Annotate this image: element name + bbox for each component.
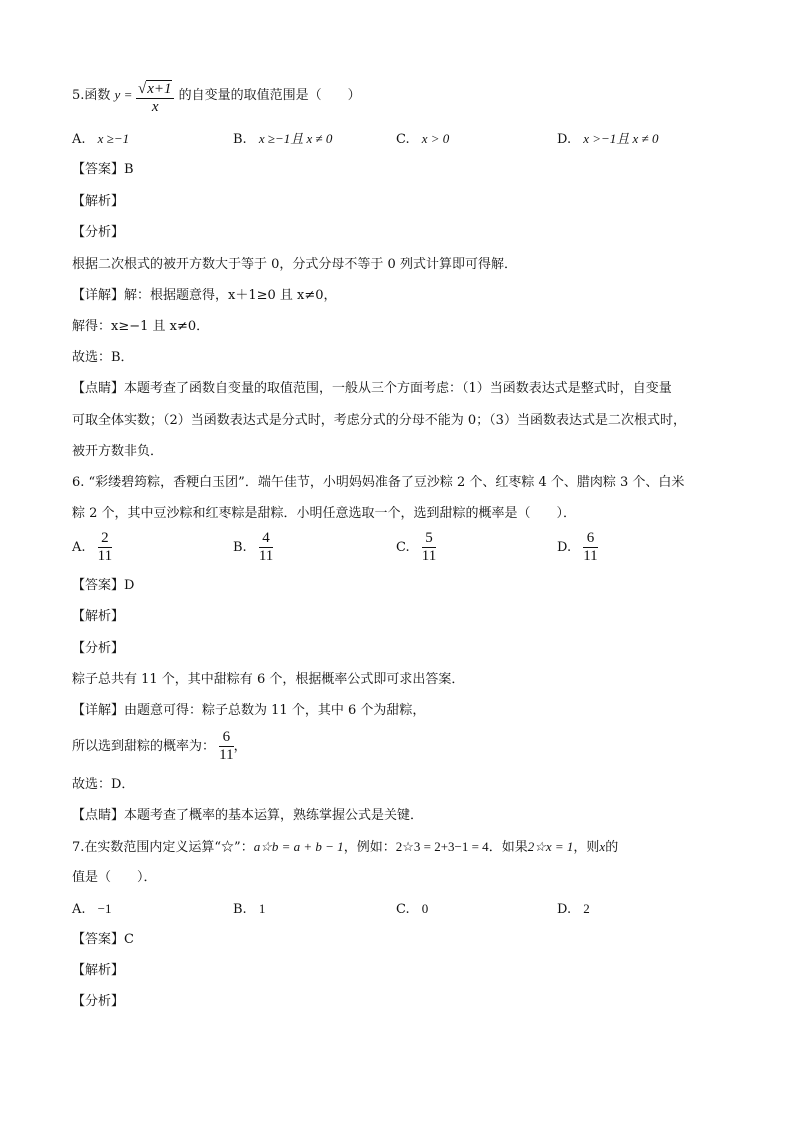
- q7-definition: a☆b = a + b − 1: [253, 839, 344, 854]
- q6-option-b[interactable]: [233, 530, 273, 565]
- dianjing-tag: 【点睛】: [72, 381, 125, 396]
- xiangjie-tag: 【详解】: [72, 288, 125, 303]
- fraction-denominator: 11: [258, 548, 274, 564]
- q7-stem-g: ，则: [573, 840, 600, 855]
- q5-dianjing-1: [72, 380, 672, 398]
- option-text: x ≥−1且 x ≠ 0: [258, 131, 333, 146]
- option-text: 0: [421, 901, 429, 916]
- q6-suoyi: [72, 727, 247, 767]
- option-label: D.: [557, 540, 572, 555]
- fraction-numerator: 2: [101, 530, 109, 546]
- fraction-numerator: 6: [586, 530, 595, 546]
- option-fraction: [422, 530, 436, 565]
- q5-xiangjie: [72, 287, 337, 305]
- q6-option-c[interactable]: [396, 530, 436, 565]
- q5-var-y: y: [114, 87, 121, 102]
- fraction-denominator: 11: [421, 548, 437, 564]
- q5-option-c[interactable]: [396, 130, 449, 149]
- q5-option-b[interactable]: [233, 130, 332, 149]
- fraction-denominator: 11: [219, 747, 234, 763]
- q7-option-a[interactable]: [72, 900, 112, 919]
- xiangjie-text: 由题意可得：粽子总数为 11 个，其中 6 个为甜粽，: [124, 703, 426, 718]
- option-text: x > 0: [421, 131, 450, 146]
- q5-prefix: 5.函数: [72, 88, 111, 103]
- option-label: C.: [396, 132, 410, 147]
- answer-tag: 【答案】: [72, 162, 125, 177]
- q5-guxuan: 故选：B．: [72, 350, 134, 365]
- fraction-numerator: 5: [425, 530, 433, 546]
- q5-option-d[interactable]: [557, 130, 658, 149]
- q5-fenxi: 根据二次根式的被开方数大于等于 0，分式分母不等于 0 列式计算即可得解．: [72, 257, 517, 272]
- q5-answer: [72, 161, 134, 179]
- answer-value: C: [124, 932, 134, 947]
- q5-fraction: $\frac{√x+1}{x}$: [136, 80, 175, 116]
- suoyi-text: 所以选到甜粽的概率为：: [72, 739, 216, 754]
- option-text: 2: [583, 901, 590, 916]
- option-text: x ≥−1: [97, 131, 130, 146]
- q7-stem-a: 7.在实数范围内定义运算“☆”：: [72, 840, 254, 855]
- q5-jiexi: 【解析】: [72, 194, 125, 209]
- option-fraction: [98, 530, 112, 565]
- option-text: −1: [97, 901, 112, 916]
- option-fraction: [259, 530, 273, 565]
- option-label: B.: [233, 902, 247, 917]
- option-label: A.: [72, 540, 86, 555]
- q6-option-a[interactable]: [72, 530, 112, 565]
- q5-denominator: x: [151, 99, 159, 115]
- q6-jiexi: 【解析】: [72, 609, 125, 624]
- dianjing-tag: 【点睛】: [72, 808, 125, 823]
- option-text: 1: [258, 901, 266, 916]
- fraction-numerator: 6: [222, 729, 231, 745]
- q7-condition: 2☆x = 1: [527, 839, 574, 854]
- answer-value: D: [124, 578, 135, 593]
- q6-xiangjie: [72, 702, 425, 720]
- q5-stem-text: 的自变量的取值范围是（ ）: [178, 88, 361, 103]
- option-fraction: [583, 530, 597, 565]
- q6-answer: [72, 577, 134, 595]
- q6-option-d[interactable]: [557, 530, 598, 565]
- q7-stem-i: 的: [605, 840, 619, 855]
- option-label: D.: [557, 132, 572, 147]
- dianjing-text: 本题考查了概率的基本运算，熟练掌握公式是关键．: [124, 808, 424, 823]
- option-label: C.: [396, 540, 410, 555]
- q5-dianjing-2: 可取全体实数；（2）当函数表达式是分式时，考虑分式的分母不能为 0；（3）当函数表达式是二次根式时，: [72, 413, 686, 428]
- option-label: B.: [233, 132, 247, 147]
- xiangjie-tag: 【详解】: [72, 703, 125, 718]
- option-text: x >−1且 x ≠ 0: [583, 131, 659, 146]
- q6-stem-1: 6. “彩缕碧筠粽，香粳白玉团”．端午佳节，小明妈妈准备了豆沙粽 2 个、红枣粽 4 个、腊肉粽 3 个、白米: [72, 475, 685, 490]
- q7-fenxi-tag: 【分析】: [72, 994, 125, 1009]
- q7-var-x: x: [599, 839, 606, 854]
- q6-fenxi: 粽子总共有 11 个，其中甜粽有 6 个，根据概率公式即可求出答案．: [72, 672, 465, 687]
- q5-dianjing-3: 被开方数非负．: [72, 444, 164, 459]
- fraction-numerator: 4: [262, 530, 270, 546]
- suoyi-fraction: [219, 729, 233, 764]
- q5-stem: [72, 80, 361, 116]
- q5-eq: =: [124, 87, 132, 102]
- q5-option-a[interactable]: [72, 130, 129, 149]
- q6-fenxi-tag: 【分析】: [72, 641, 125, 656]
- q7-jiexi: 【解析】: [72, 963, 125, 978]
- answer-value: B: [124, 162, 134, 177]
- q7-stem-e: ．如果: [488, 840, 528, 855]
- q7-option-b[interactable]: [233, 900, 265, 919]
- suoyi-end: ，: [233, 739, 247, 754]
- xiangjie-text: 解：根据题意得，x＋1≥0 且 x≠0，: [124, 288, 337, 303]
- q7-answer: [72, 931, 134, 949]
- q6-dianjing: [72, 807, 423, 825]
- q7-example: 2☆3 = 2+3−1 = 4: [395, 839, 489, 854]
- option-label: A.: [72, 132, 86, 147]
- option-label: C.: [396, 902, 410, 917]
- q5-radicand: x+1: [147, 81, 172, 97]
- q7-option-d[interactable]: [557, 900, 590, 919]
- q7-option-c[interactable]: [396, 900, 428, 919]
- option-label: B.: [233, 540, 247, 555]
- q5-fenxi-tag: 【分析】: [72, 225, 125, 240]
- q7-stem-1: [72, 838, 618, 857]
- fraction-denominator: 11: [97, 548, 113, 564]
- q7-stem-2: 值是（ ）．: [72, 870, 157, 885]
- q5-jiede: 解得：x≥−1 且 x≠0．: [72, 319, 210, 334]
- q6-stem-2: 粽 2 个，其中豆沙粽和红枣粽是甜粽．小明任意选取一个，选到甜粽的概率是（ ）．: [72, 506, 577, 521]
- answer-tag: 【答案】: [72, 578, 125, 593]
- fraction-denominator: 11: [583, 548, 598, 564]
- option-label: D.: [557, 902, 572, 917]
- option-label: A.: [72, 902, 86, 917]
- answer-tag: 【答案】: [72, 932, 125, 947]
- dianjing-text: 本题考查了函数自变量的取值范围，一般从三个方面考虑：（1）当函数表达式是整式时，自变量: [124, 381, 672, 396]
- q6-guxuan: 故选：D．: [72, 777, 135, 792]
- q7-stem-c: ，例如：: [343, 840, 396, 855]
